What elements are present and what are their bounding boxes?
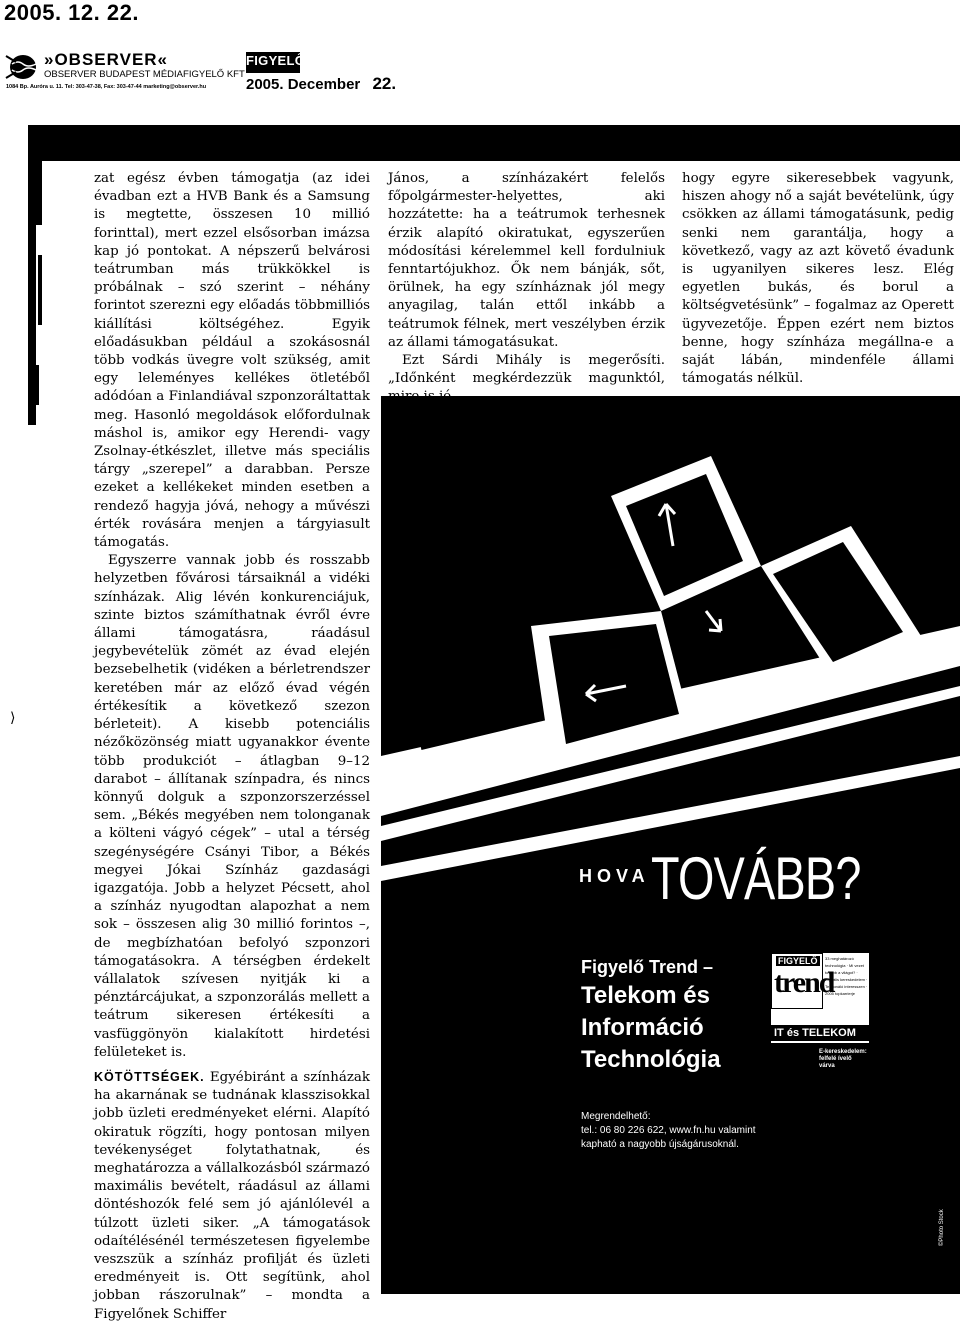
article-column-1 — [94, 170, 370, 1324]
ad-hova: HOVA — [579, 866, 650, 886]
ad-headline: TOVÁBB? — [651, 845, 861, 912]
observer-address: 1084 Bp. Auróra u. 11. Tel: 303-47-38, Fax: 303-47-44 marketing@observer.hu — [6, 84, 207, 90]
magazine-cover — [771, 953, 869, 1090]
advertisement — [381, 396, 960, 1294]
article-paragraph — [94, 1068, 370, 1324]
magazine-name: trend — [774, 966, 834, 999]
issue-date — [246, 74, 396, 94]
ad-title-line: Technológia — [581, 1046, 721, 1073]
article-column-3 — [682, 170, 954, 413]
ad-title — [581, 954, 721, 1076]
margin-mark: ⟩ — [10, 710, 16, 726]
ad-order-label: Megrendelhető: — [581, 1111, 651, 1122]
observer-subtitle: OBSERVER BUDAPEST MÉDIAFIGYELŐ KFT — [44, 69, 245, 80]
subhead: KÖTÖTTSÉGEK. — [94, 1069, 205, 1084]
magazine-cover-lines: 33 meghatározó technológia · Mi vezet tovább a világot? · Digitális kereskedelem · Telefonáló interesszen · 2005 topkarrierje — [825, 956, 868, 996]
magazine-brand: FIGYELŐ — [778, 956, 818, 966]
magazine-callout: E-kereskedelem: felfelé ívelő várva — [819, 1049, 867, 1069]
magazine-masthead — [771, 953, 834, 1009]
scan-edge-artifact — [28, 125, 72, 425]
issue-month: December — [287, 76, 361, 93]
article-paragraph: Egyszerre vannak jobb és rosszabb helyzetben fővárosi társaiknál a vidéki színházak. Alig lévén konkurenciájuk, szinte biztos számíthatnak évről évre állami támogatásra, ráadásul jegybevételük zömét az évad elején bezsebelhetik (vidéken a bérletrendszer keretében már az előző évad végén értékesítik a következő szezon bérleteit). A kisebb potenciális nézőközönség miatt ugyanakkor évente több produkciót – átlagban 9–12 darabot – állítanak színpadra, és nincs könnyű dolguk a szponzorszerzéssel sem. „Békés megyében nem tolonganak a költeni vágyó cégek” – utal a térség szegénységére Csányi Tibor, a Békés megyei Jókai Színház gazdasági igazgatója. Jobb a helyzet Pécsett, ahol a színház nyugodtan alapozhat a nem sok – összesen alig 30 millió forintos –, de megbízhatóan befolyó szponzori támogatásokra. A térségben érdekelt vállalatok szívesen nyitják ki a pénztárcájukat, a szponzorálás mellett a teátrum sikeresen értékesíti a vasfüggönyön kialakított hirdetési felületeket is. — [94, 553, 370, 1060]
globe-icon — [6, 52, 40, 82]
article-paragraph: János, a színházakért felelős főpolgármester-helyettes, aki hozzátette: ha a teátrumok terhesnek érzik alapító okiratukat, egyszerűen módosítási kérelemmel kell fordulniuk fenntartójukhoz. Ők nem bánják, sőt, örülnek, ha egy színháznak jól megy anyagilag, talán ettől inkább a teátrumok félnek, mert veszélyben érzik az állami támogatásukat. — [388, 171, 665, 350]
article-text: Egyébiránt a színházak ha akarnának se tudnának klasszisokkal jobb üzleti eredményeket elérni. Alapító okiratuk rögzíti, hogy pontosan milyen tevékenységet folytathatnak, és meghatározza a vállalkozásból származó maximális bevételt, ráadásul az állami döntéshozók felé sem jó ajánlólevél a túlzott üzleti siker. „A támogatások odaítélésénél természetesen figyelembe veszszük a színház profilját és üzleti eredményeit is. Ott segítünk, ahol jobban rászorulnak” – mondta a Figyelőnek Schiffer — [94, 1069, 371, 1322]
issue-year: 2005. — [246, 76, 284, 93]
issue-day: 22. — [372, 74, 397, 93]
article-paragraph: Ezt Sárdi Mihály is megerősíti. „Időnként megkérdezzük magunktól, — [388, 353, 665, 387]
magazine-band: IT és TELEKOM — [771, 1025, 869, 1041]
photo-credit: ©Photo Stock — [939, 1209, 945, 1246]
article-column-2 — [388, 170, 665, 407]
article-paragraph: hogy egyre sikeresebbek vagyunk, hiszen ahogy nő a saját bevételünk, úgy csökken az állami támogatásunk, pedig senki nem garantálja, hogy a következő, vagy az azt követő évadunk is ugyanilyen sikeres lesz. Elég egyetlen bukás, és borul a költségvetésünk” – fogalmaz az Operett ügyvezetője. Éppen ezért nem biztos benne, hogy színháza megállna-e a saját lábán, mindenféle állami támogatás nélkül. — [682, 171, 954, 387]
scan-black-bar — [28, 125, 960, 161]
ad-order-info — [581, 1110, 781, 1152]
article-paragraph: zat egész évben támogatja (az idei évadban ezt a HVB Bank és a Samsung is megtette, összesen 10 millió forinttal), mert ezzel elsősorban imázsa kap jó pontokat. A népszerű belvárosi teátrumban más trükkökkel is próbálnak – szó szerint – néhány forintot szerezni egy előadás többmilliós kiállítási költségéhez. Egyik előadásukban például a szokásosnál több vodkás üvegre volt szükség, amit egy leleményes kellékes ötletéből adódóan a Finlandiával szponzoráltattak meg. Hasonló megoldások előfordulnak máshol is, amikor egy Herendi- vagy Zsolnay-étkészlet, illetve más speciális tárgy „szerepel” a darabban. Persze ezeket a kellékeket minden esetben a rendező hagyja jóvá, nehogy a művészi érték rovására menjen a tárgyiasult támogatás. — [94, 171, 370, 551]
ad-title-line: Információ — [581, 1014, 704, 1041]
figyelo-logo: FIGYELŐ — [246, 52, 300, 72]
ad-order-text: tel.: 06 80 226 622, www.fn.hu valamint kapható a nagyobb újságárusoknál. — [581, 1125, 756, 1150]
ad-title-line: Figyelő Trend – — [581, 957, 714, 977]
observer-logo-block — [6, 50, 245, 96]
ad-title-line: Telekom és — [581, 982, 710, 1009]
observer-title: »OBSERVER« — [44, 50, 169, 69]
clip-date: 2005. 12. 22. — [4, 0, 139, 25]
